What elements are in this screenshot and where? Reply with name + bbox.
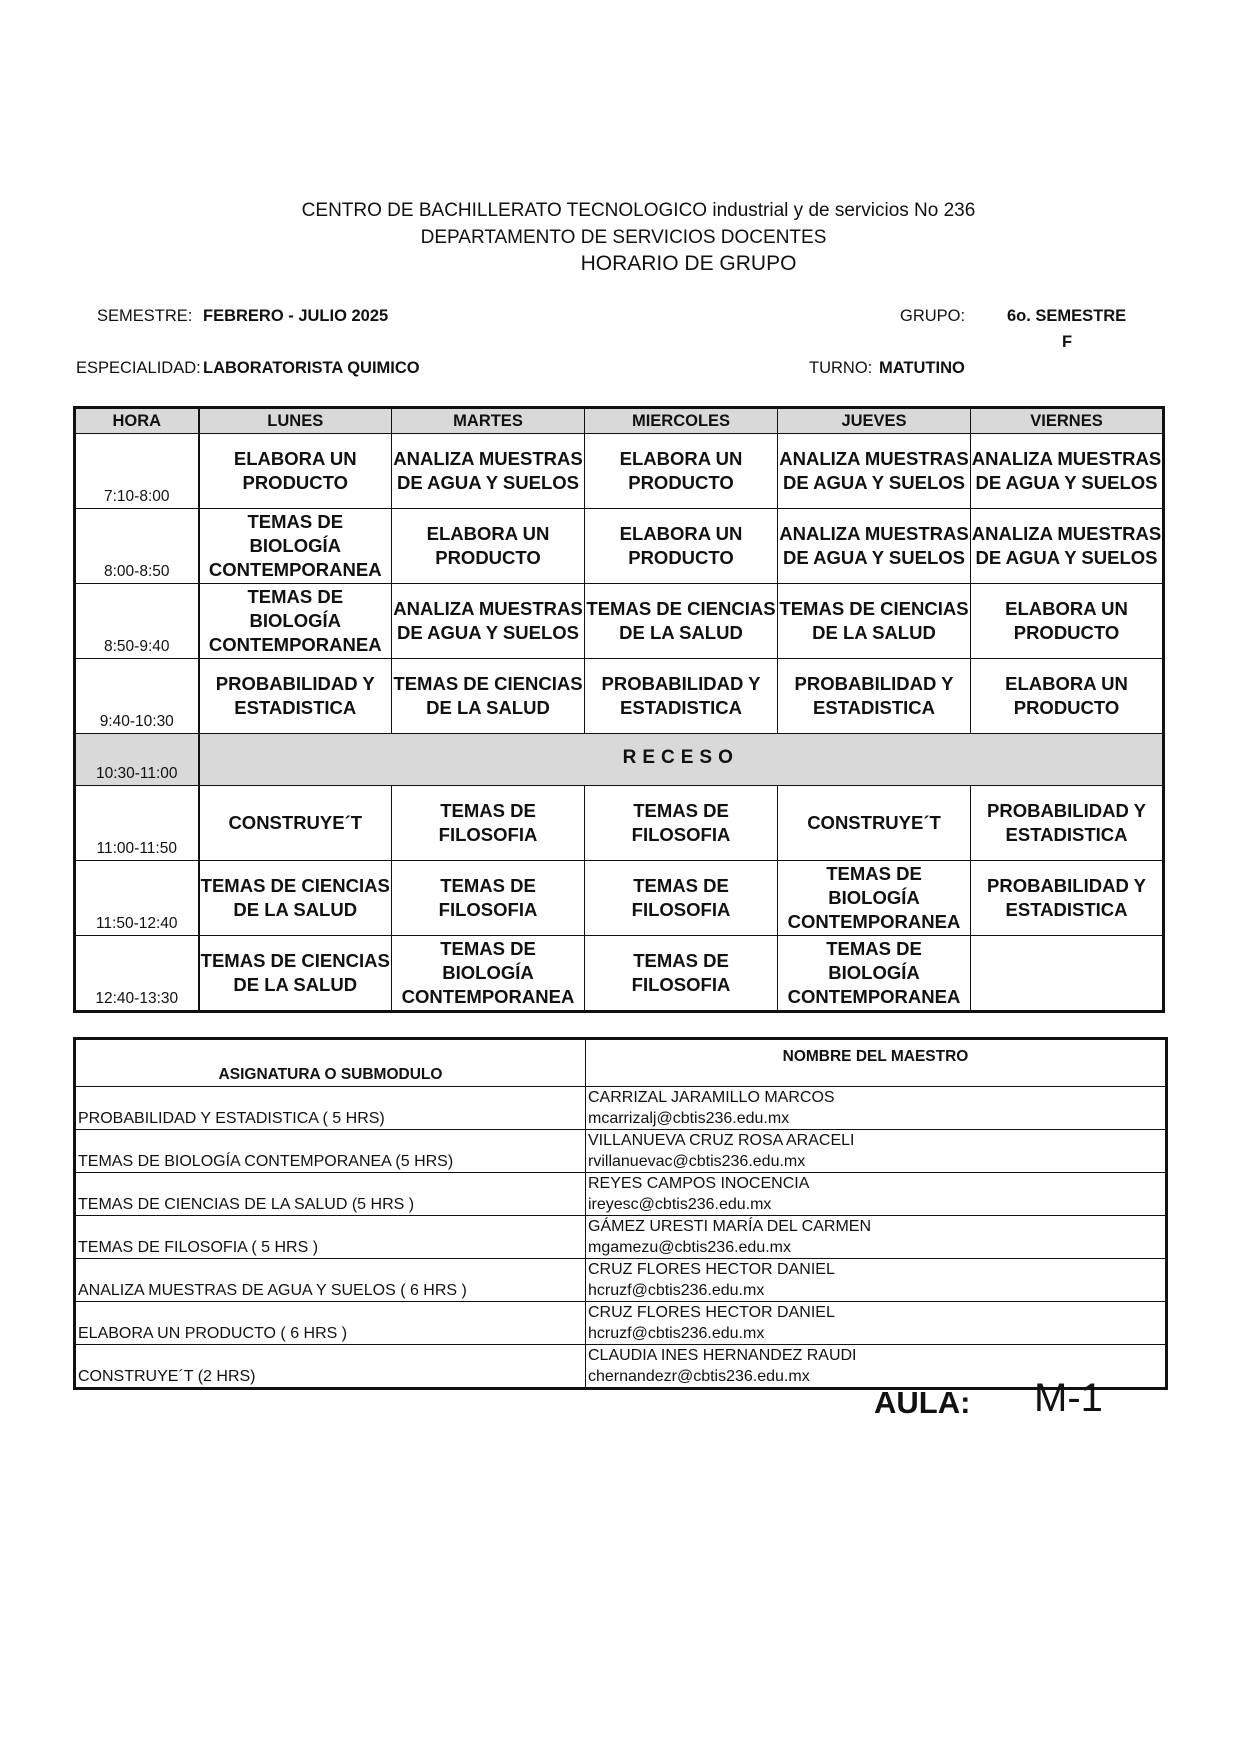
teacher-cell <box>586 1130 1167 1173</box>
teacher-name: CRUZ FLORES HECTOR DANIEL <box>588 1261 835 1278</box>
grupo-label: GRUPO: <box>900 307 966 325</box>
header-miercoles: MIERCOLES <box>585 408 778 434</box>
institution-title: CENTRO DE BACHILLERATO TECNOLOGICO industrial y de servicios No 236 <box>301 200 976 221</box>
schedule-row <box>75 434 1164 509</box>
class-cell: TEMAS DE FILOSOFIA <box>392 786 585 861</box>
class-cell: TEMAS DE CIENCIAS DE LA SALUD <box>778 584 971 659</box>
class-cell: PROBABILIDAD Y ESTADISTICA <box>585 659 778 734</box>
class-cell: ELABORA UN PRODUCTO <box>199 434 392 509</box>
class-cell: TEMAS DE CIENCIAS DE LA SALUD <box>585 584 778 659</box>
teacher-email: hcruzf@cbtis236.edu.mx <box>588 1325 765 1342</box>
subject-cell: ANALIZA MUESTRAS DE AGUA Y SUELOS ( 6 HRS ) <box>75 1259 586 1302</box>
teacher-email: mgamezu@cbtis236.edu.mx <box>588 1239 791 1256</box>
teacher-row <box>75 1216 1167 1259</box>
class-cell: CONSTRUYE´T <box>199 786 392 861</box>
recess-label: RECESO <box>199 734 1164 786</box>
teacher-row <box>75 1302 1167 1345</box>
teacher-name: CARRIZAL JARAMILLO MARCOS <box>588 1089 835 1106</box>
department-title: DEPARTAMENTO DE SERVICIOS DOCENTES <box>420 227 827 248</box>
class-cell: PROBABILIDAD Y ESTADISTICA <box>971 861 1164 936</box>
teacher-row <box>75 1345 1167 1389</box>
hour-cell: 9:40-10:30 <box>75 659 199 734</box>
class-cell: ELABORA UN PRODUCTO <box>971 659 1164 734</box>
teacher-row <box>75 1259 1167 1302</box>
class-cell: CONSTRUYE´T <box>778 786 971 861</box>
hour-cell: 12:40-13:30 <box>75 936 199 1012</box>
teacher-cell <box>586 1216 1167 1259</box>
header-martes: MARTES <box>392 408 585 434</box>
subject-cell: CONSTRUYE´T (2 HRS) <box>75 1345 586 1389</box>
grupo-value: 6o. SEMESTRE <box>1007 307 1127 325</box>
class-cell: ELABORA UN PRODUCTO <box>392 509 585 584</box>
teacher-name: CRUZ FLORES HECTOR DANIEL <box>588 1304 835 1321</box>
header-asignatura: ASIGNATURA O SUBMODULO <box>75 1039 586 1087</box>
teachers-table <box>73 1037 1168 1390</box>
header-maestro: NOMBRE DEL MAESTRO <box>586 1039 1167 1087</box>
class-cell: PROBABILIDAD Y ESTADISTICA <box>199 659 392 734</box>
teacher-name: REYES CAMPOS INOCENCIA <box>588 1175 810 1192</box>
teacher-cell <box>586 1087 1167 1130</box>
turno-value: MATUTINO <box>879 359 965 377</box>
turno-label: TURNO: <box>809 359 873 377</box>
subject-cell: PROBABILIDAD Y ESTADISTICA ( 5 HRS) <box>75 1087 586 1130</box>
teacher-email: rvillanuevac@cbtis236.edu.mx <box>588 1153 806 1170</box>
class-cell: ELABORA UN PRODUCTO <box>585 509 778 584</box>
class-cell: TEMAS DE CIENCIAS DE LA SALUD <box>199 861 392 936</box>
class-cell: TEMAS DE BIOLOGÍA CONTEMPORANEA <box>199 584 392 659</box>
teacher-row <box>75 1173 1167 1216</box>
schedule-row <box>75 786 1164 861</box>
hour-cell: 8:00-8:50 <box>75 509 199 584</box>
document-title: HORARIO DE GRUPO <box>580 252 797 275</box>
teacher-name: GÁMEZ URESTI MARÍA DEL CARMEN <box>588 1218 871 1235</box>
grupo-letter: F <box>1062 333 1073 351</box>
header-hora: HORA <box>75 408 199 434</box>
subject-cell: ELABORA UN PRODUCTO ( 6 HRS ) <box>75 1302 586 1345</box>
hour-cell: 10:30-11:00 <box>75 734 199 786</box>
aula-value: M-1 <box>1034 1376 1103 1420</box>
class-cell: TEMAS DE FILOSOFIA <box>585 936 778 1012</box>
class-cell: TEMAS DE BIOLOGÍA CONTEMPORANEA <box>778 861 971 936</box>
class-cell: ANALIZA MUESTRAS DE AGUA Y SUELOS <box>778 434 971 509</box>
header-viernes: VIERNES <box>971 408 1164 434</box>
teacher-cell <box>586 1173 1167 1216</box>
semestre-label: SEMESTRE: <box>97 307 193 325</box>
teacher-cell <box>586 1259 1167 1302</box>
semestre-value: FEBRERO - JULIO 2025 <box>203 307 389 325</box>
hour-cell: 11:50-12:40 <box>75 861 199 936</box>
teacher-name: VILLANUEVA CRUZ ROSA ARACELI <box>588 1132 855 1149</box>
schedule-row <box>75 936 1164 1012</box>
class-cell: TEMAS DE CIENCIAS DE LA SALUD <box>392 659 585 734</box>
class-cell: TEMAS DE FILOSOFIA <box>585 786 778 861</box>
teacher-email: chernandezr@cbtis236.edu.mx <box>588 1368 810 1385</box>
teacher-email: mcarrizalj@cbtis236.edu.mx <box>588 1110 790 1127</box>
subject-cell: TEMAS DE CIENCIAS DE LA SALUD (5 HRS ) <box>75 1173 586 1216</box>
hour-cell: 11:00-11:50 <box>75 786 199 861</box>
hour-cell: 8:50-9:40 <box>75 584 199 659</box>
especialidad-label: ESPECIALIDAD: <box>76 359 201 377</box>
class-cell: ANALIZA MUESTRAS DE AGUA Y SUELOS <box>971 434 1164 509</box>
teacher-cell <box>586 1302 1167 1345</box>
teacher-email: ireyesc@cbtis236.edu.mx <box>588 1196 772 1213</box>
schedule-row <box>75 584 1164 659</box>
class-cell: ELABORA UN PRODUCTO <box>971 584 1164 659</box>
subject-cell: TEMAS DE BIOLOGÍA CONTEMPORANEA (5 HRS) <box>75 1130 586 1173</box>
class-cell: ANALIZA MUESTRAS DE AGUA Y SUELOS <box>971 509 1164 584</box>
class-cell: PROBABILIDAD Y ESTADISTICA <box>971 786 1164 861</box>
header-jueves: JUEVES <box>778 408 971 434</box>
schedule-header-row <box>75 408 1164 434</box>
schedule-row <box>75 659 1164 734</box>
teacher-name: CLAUDIA INES HERNANDEZ RAUDI <box>588 1347 857 1364</box>
recess-row <box>75 734 1164 786</box>
teacher-email: hcruzf@cbtis236.edu.mx <box>588 1282 765 1299</box>
class-cell: TEMAS DE BIOLOGÍA CONTEMPORANEA <box>778 936 971 1012</box>
class-cell: TEMAS DE CIENCIAS DE LA SALUD <box>199 936 392 1012</box>
schedule-table <box>73 406 1165 1013</box>
subject-cell: TEMAS DE FILOSOFIA ( 5 HRS ) <box>75 1216 586 1259</box>
header-lunes: LUNES <box>199 408 392 434</box>
class-cell: TEMAS DE BIOLOGÍA CONTEMPORANEA <box>392 936 585 1012</box>
teacher-row <box>75 1130 1167 1173</box>
class-cell: ELABORA UN PRODUCTO <box>585 434 778 509</box>
class-cell: ANALIZA MUESTRAS DE AGUA Y SUELOS <box>392 434 585 509</box>
class-cell: TEMAS DE FILOSOFIA <box>585 861 778 936</box>
teachers-header-row <box>75 1039 1167 1087</box>
class-cell: TEMAS DE BIOLOGÍA CONTEMPORANEA <box>199 509 392 584</box>
class-cell: TEMAS DE FILOSOFIA <box>392 861 585 936</box>
class-cell: PROBABILIDAD Y ESTADISTICA <box>778 659 971 734</box>
aula-label: AULA: <box>874 1385 971 1420</box>
schedule-row <box>75 509 1164 584</box>
hour-cell: 7:10-8:00 <box>75 434 199 509</box>
especialidad-value: LABORATORISTA QUIMICO <box>203 359 420 377</box>
class-cell: ANALIZA MUESTRAS DE AGUA Y SUELOS <box>392 584 585 659</box>
class-cell <box>971 936 1164 1012</box>
teacher-row <box>75 1087 1167 1130</box>
class-cell: ANALIZA MUESTRAS DE AGUA Y SUELOS <box>778 509 971 584</box>
schedule-row <box>75 861 1164 936</box>
